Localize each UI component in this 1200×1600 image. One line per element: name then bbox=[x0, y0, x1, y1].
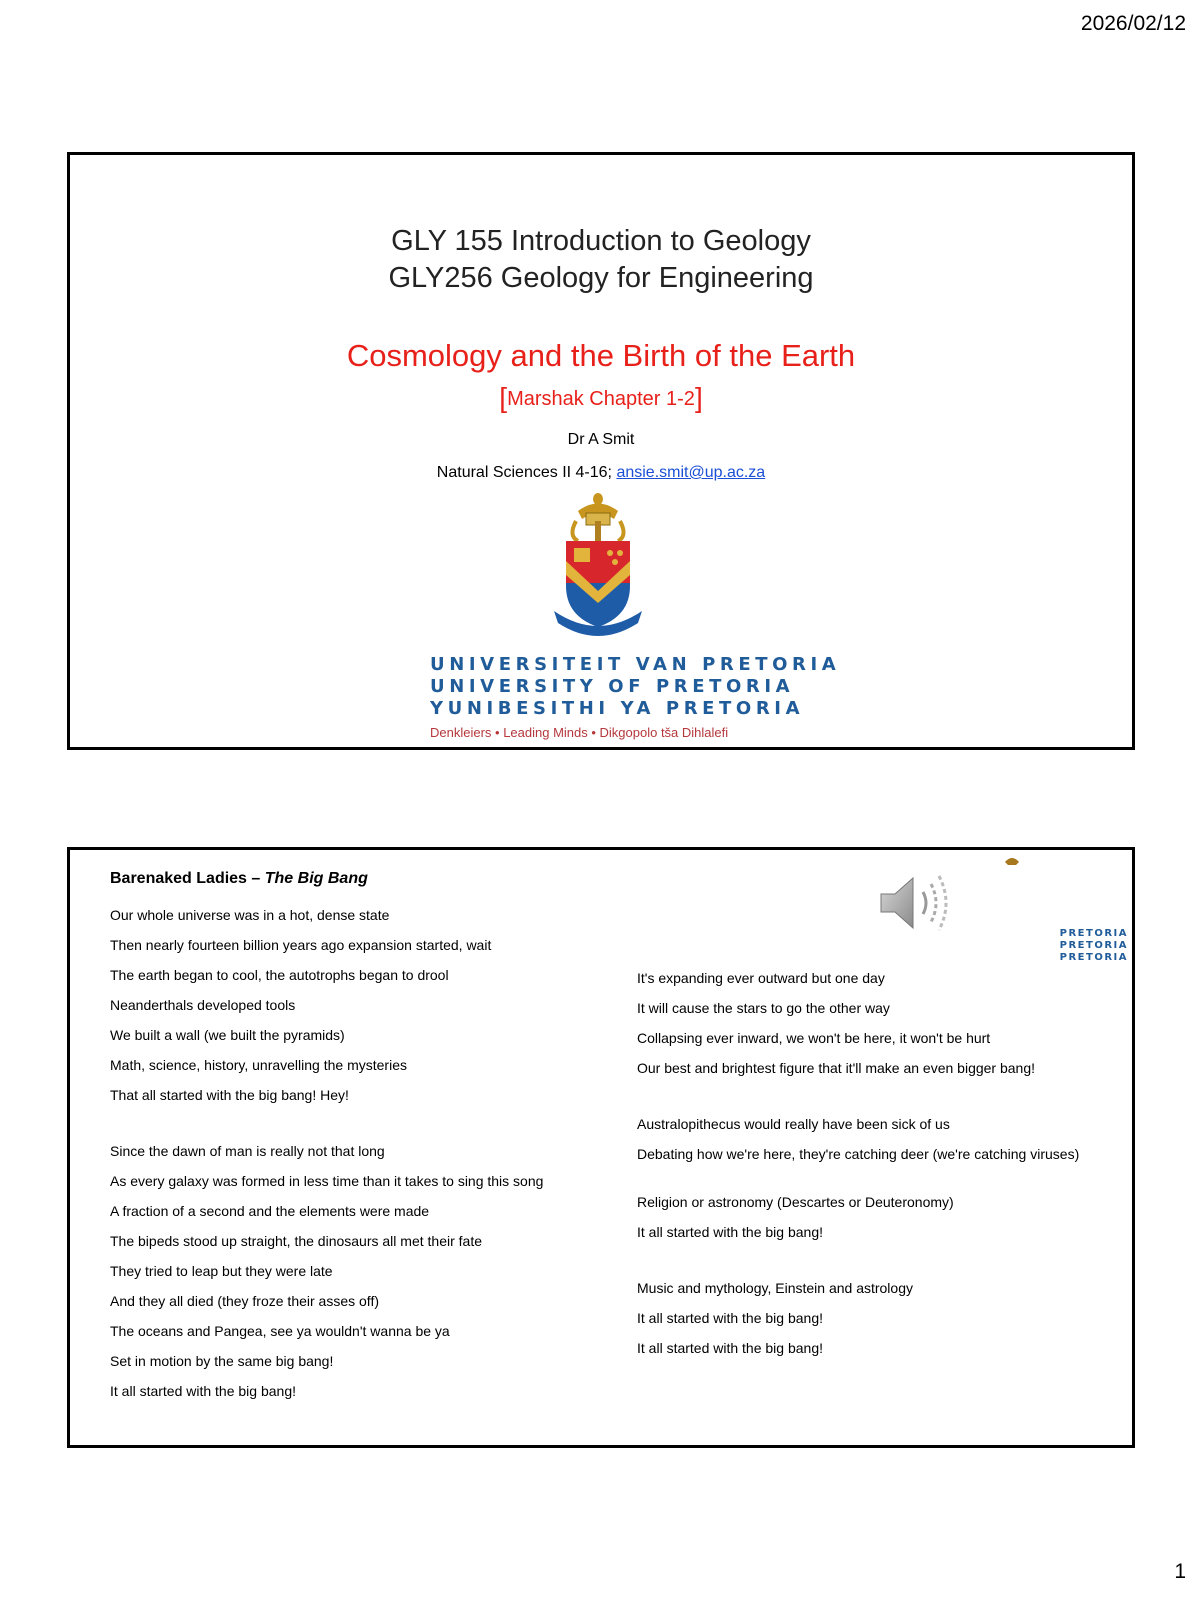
contact-line bbox=[70, 464, 1132, 482]
lyric-line: Then nearly fourteen billion years ago expansion started, wait bbox=[110, 937, 492, 953]
lyric-line: The oceans and Pangea, see ya wouldn't wanna be ya bbox=[110, 1323, 450, 1339]
course-title-2: GLY256 Geology for Engineering bbox=[388, 262, 814, 294]
lyric-line: Since the dawn of man is really not that long bbox=[110, 1143, 385, 1159]
stanza-gap bbox=[110, 1115, 610, 1141]
office-location: Natural Sciences II 4-16; bbox=[436, 464, 617, 481]
lyric-line: Our whole universe was in a hot, dense state bbox=[110, 907, 390, 923]
course-title-1: GLY 155 Introduction to Geology bbox=[391, 225, 811, 257]
lyric-line: It will cause the stars to go the other way bbox=[637, 1000, 890, 1016]
page-number: 1 bbox=[1174, 1560, 1186, 1583]
page-date: 2026/02/12 bbox=[1080, 12, 1186, 35]
mini-university-line-3: PRETORIA bbox=[1059, 952, 1128, 963]
lyric-line: The earth began to cool, the autotrophs began to drool bbox=[110, 967, 449, 983]
email-link[interactable]: ansie.smit@up.ac.za bbox=[616, 464, 766, 481]
chapter-reference bbox=[70, 382, 1132, 414]
lyric-line: It all started with the big bang! bbox=[110, 1383, 296, 1399]
mini-university-line-1: PRETORIA bbox=[1059, 928, 1128, 939]
song-heading bbox=[110, 870, 368, 888]
lyric-line: The bipeds stood up straight, the dinosaurs all met their fate bbox=[110, 1233, 482, 1249]
lyric-line: That all started with the big bang! Hey! bbox=[110, 1087, 349, 1103]
song-title: The Big Bang bbox=[264, 870, 368, 887]
lyric-line: Debating how we're here, they're catching deer (we're catching viruses) bbox=[637, 1146, 1080, 1162]
university-name-afrikaans: UNIVERSITEIT VAN PRETORIA bbox=[430, 654, 841, 675]
lyric-line: It all started with the big bang! bbox=[637, 1340, 823, 1356]
stanza-gap bbox=[637, 1088, 1117, 1114]
lyric-line: Our best and brightest figure that it'll make an even bigger bang! bbox=[637, 1060, 1036, 1076]
lyric-line: Religion or astronomy (Descartes or Deuteronomy) bbox=[637, 1194, 954, 1210]
lyric-line: It's expanding ever outward but one day bbox=[637, 970, 885, 986]
lyric-line: And they all died (they froze their asses off) bbox=[110, 1293, 379, 1309]
lyric-line: It all started with the big bang! bbox=[637, 1310, 823, 1326]
university-motto: Denkleiers • Leading Minds • Dikgopolo tša Dihlalefi bbox=[430, 725, 729, 740]
lyric-line: Collapsing ever inward, we won't be here, it won't be hurt bbox=[637, 1030, 991, 1046]
university-crest-icon bbox=[548, 491, 648, 639]
lyric-line: We built a wall (we built the pyramids) bbox=[110, 1027, 345, 1043]
lyrics-slide bbox=[67, 847, 1135, 1448]
stanza-gap bbox=[637, 1252, 1117, 1278]
lyrics-column-left bbox=[110, 905, 610, 1411]
lyric-line: Neanderthals developed tools bbox=[110, 997, 296, 1013]
song-artist: Barenaked Ladies – bbox=[110, 870, 265, 887]
lyric-line: Australopithecus would really have been sick of us bbox=[637, 1116, 950, 1132]
lecture-title: Cosmology and the Birth of the Earth bbox=[346, 338, 856, 373]
lyric-line: As every galaxy was formed in less time than it takes to sing this song bbox=[110, 1173, 544, 1189]
lyric-line: Set in motion by the same big bang! bbox=[110, 1353, 334, 1369]
lyric-line: Music and mythology, Einstein and astrology bbox=[637, 1280, 913, 1296]
lyric-line: They tried to leap but they were late bbox=[110, 1263, 333, 1279]
lyrics-column-right bbox=[637, 968, 1117, 1368]
mini-university-line-2: PRETORIA bbox=[1059, 940, 1128, 951]
university-name-english: UNIVERSITY OF PRETORIA bbox=[430, 676, 795, 697]
title-slide bbox=[67, 152, 1135, 750]
bracket-close: ] bbox=[694, 382, 703, 413]
bracket-open: [ bbox=[499, 382, 508, 413]
lyric-line: It all started with the big bang! bbox=[637, 1224, 823, 1240]
university-name-sepedi: YUNIBESITHI YA PRETORIA bbox=[430, 698, 805, 719]
author: Dr A Smit bbox=[567, 431, 635, 448]
lyric-line: Math, science, history, unravelling the mysteries bbox=[110, 1057, 407, 1073]
lyric-line: A fraction of a second and the elements were made bbox=[110, 1203, 430, 1219]
audio-speaker-icon[interactable] bbox=[875, 870, 955, 936]
chapter-text: Marshak Chapter 1-2 bbox=[507, 388, 695, 410]
small-crest-icon bbox=[1004, 854, 1020, 866]
